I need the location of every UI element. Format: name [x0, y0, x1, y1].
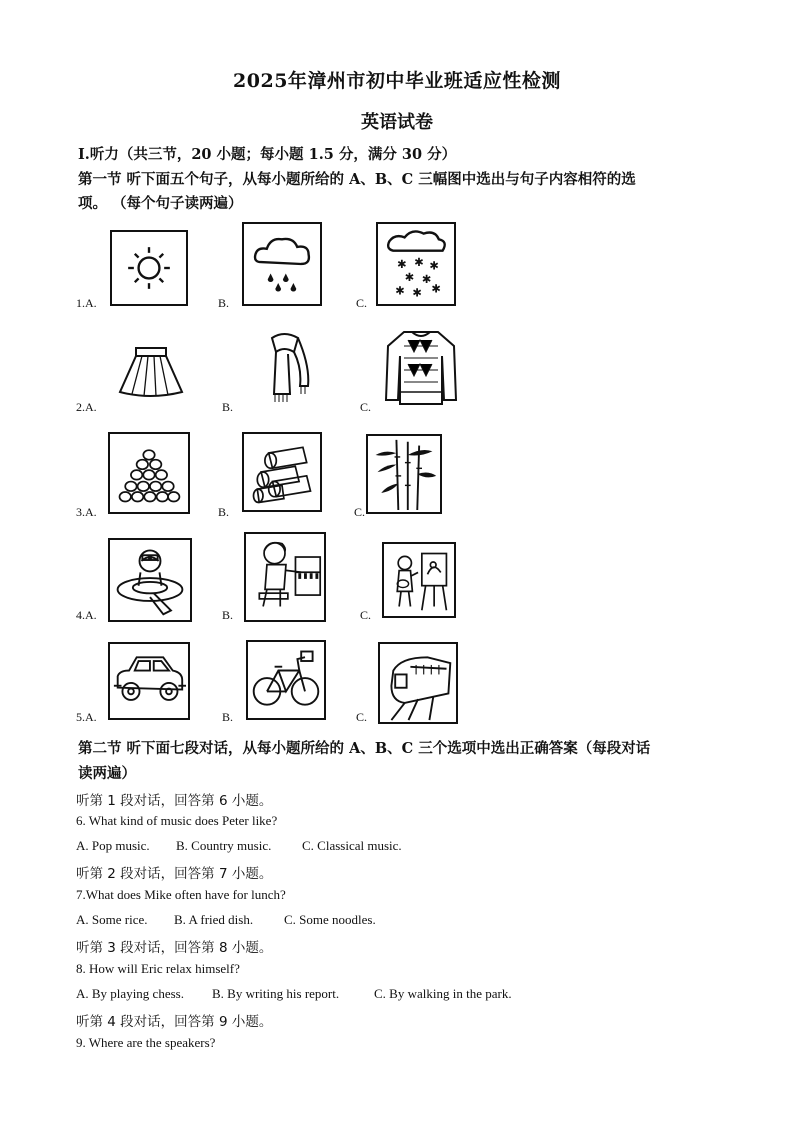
- snow-cloud-icon: [376, 222, 456, 306]
- q4-label-c: C.: [360, 608, 372, 622]
- option-b: B. By writing his report.: [212, 986, 340, 1001]
- stones-icon: [108, 432, 190, 514]
- option-b: B. A fried dish.: [174, 912, 254, 927]
- rain-cloud-icon: [242, 222, 322, 306]
- option-a: A. Pop music.: [76, 838, 150, 853]
- boy-piano-icon: [244, 532, 326, 622]
- skirt-icon: [110, 328, 190, 410]
- pilot-plane-icon: [108, 538, 192, 622]
- question-text: 7.What does Mike often have for lunch?: [76, 887, 286, 902]
- q1-label-a: 1.A.: [76, 296, 97, 310]
- option-c: C. Some noodles.: [284, 912, 376, 927]
- svg-text:✱: ✱: [431, 281, 441, 296]
- section1-heading-line2: 项。 （每个句子读两遍）: [78, 195, 243, 212]
- section2-heading-line2: 读两遍）: [78, 765, 136, 782]
- option-c: C. By walking in the park.: [374, 986, 512, 1001]
- q3-label-c: C.: [354, 505, 366, 519]
- q2-label-c: C.: [360, 400, 372, 414]
- q4-label-b: B.: [222, 608, 234, 622]
- logs-icon: [242, 432, 322, 512]
- q5-label-c: C.: [356, 710, 368, 724]
- q3-label-a: 3.A.: [76, 505, 97, 519]
- svg-text:✱: ✱: [404, 270, 415, 285]
- option-b: B. Country music.: [176, 838, 272, 853]
- bicycle-icon: [246, 640, 326, 720]
- q2-label-a: 2.A.: [76, 400, 97, 414]
- svg-text:✱: ✱: [421, 272, 432, 286]
- question-text: 8. How will Eric relax himself?: [76, 961, 240, 976]
- exam-subtitle: 英语试卷: [361, 112, 433, 133]
- boy-painting-icon: [382, 542, 456, 618]
- q3-label-b: B.: [218, 505, 230, 519]
- scarf-icon: [244, 328, 324, 410]
- q1-label-b: B.: [218, 296, 230, 310]
- dialog-intro: 听第 1 段对话，回答第 6 小题。: [76, 793, 273, 809]
- dialog-intro: 听第 2 段对话，回答第 7 小题。: [76, 866, 273, 882]
- svg-text:✱: ✱: [412, 285, 422, 300]
- q4-label-a: 4.A.: [76, 608, 97, 622]
- sun-icon: [110, 230, 188, 306]
- sweater-icon: [380, 326, 462, 410]
- part1-heading: Ⅰ.听力（共三节，20 小题；每小题 1.5 分，满分 30 分）: [78, 146, 457, 163]
- bamboo-icon: [366, 434, 442, 514]
- car-icon: [108, 642, 190, 720]
- train-icon: [378, 642, 458, 724]
- q1-label-c: C.: [356, 296, 368, 310]
- question-text: 6. What kind of music does Peter like?: [76, 813, 278, 828]
- dialog-intro: 听第 3 段对话，回答第 8 小题。: [76, 940, 273, 956]
- q5-label-b: B.: [222, 710, 234, 724]
- svg-text:✱: ✱: [429, 258, 439, 273]
- section2-heading-line1: 第二节 听下面七段对话，从每小题所给的 A、B、C 三个选项中选出正确答案（每段对话: [78, 740, 651, 757]
- question-text: 9. Where are the speakers?: [76, 1035, 216, 1050]
- q5-label-a: 5.A.: [76, 710, 97, 724]
- svg-text:✱: ✱: [414, 254, 424, 269]
- q2-label-b: B.: [222, 400, 234, 414]
- option-a: A. Some rice.: [76, 912, 148, 927]
- svg-text:✱: ✱: [397, 256, 407, 271]
- option-c: C. Classical music.: [302, 838, 402, 853]
- section1-heading-line1: 第一节 听下面五个句子，从每小题所给的 A、B、C 三幅图中选出与句子内容相符的选: [78, 171, 636, 188]
- exam-title: 2025年漳州市初中毕业班适应性检测: [233, 70, 561, 92]
- svg-text:✱: ✱: [395, 283, 405, 298]
- option-a: A. By playing chess.: [76, 986, 184, 1001]
- dialog-intro: 听第 4 段对话，回答第 9 小题。: [76, 1014, 273, 1030]
